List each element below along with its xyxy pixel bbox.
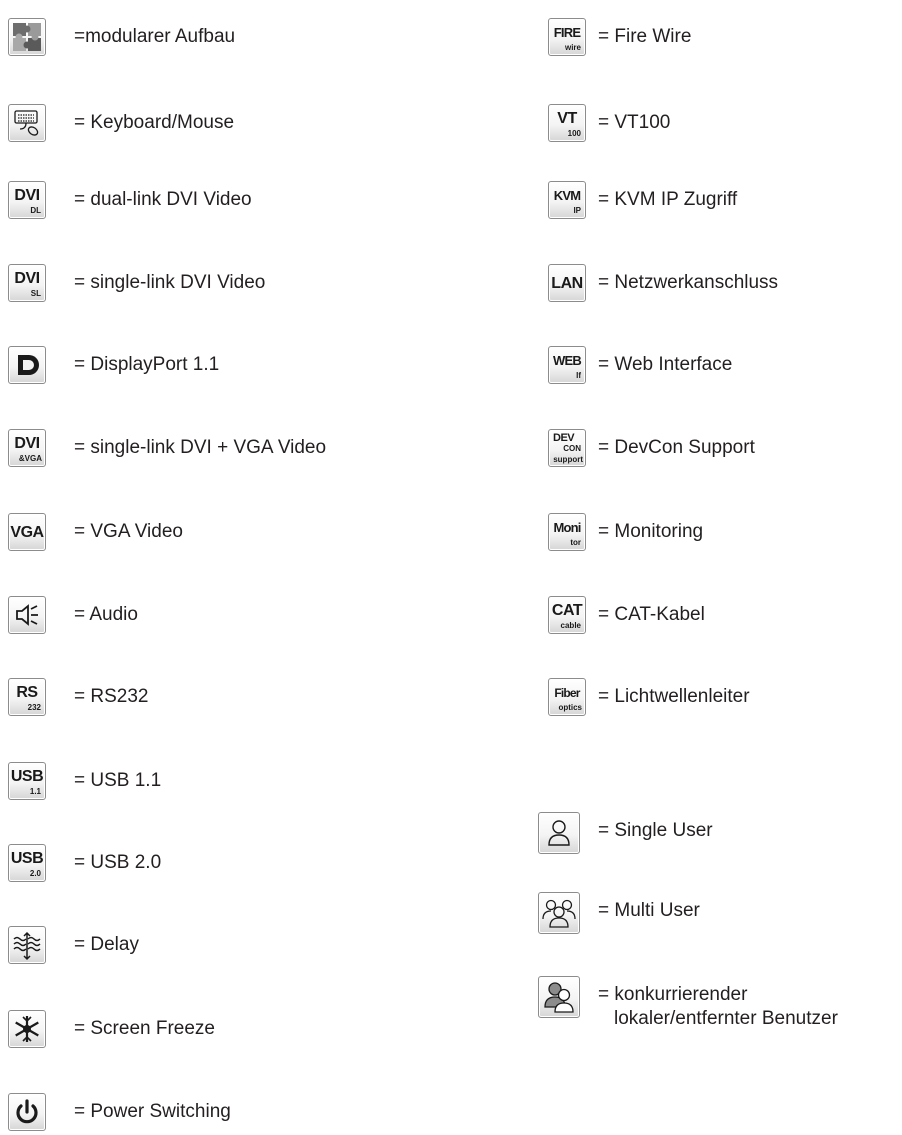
web-if-icon: WEB If xyxy=(548,346,586,384)
legend-label: = Audio xyxy=(74,604,138,625)
legend-label: = DevCon Support xyxy=(598,437,755,458)
single-user-icon xyxy=(538,812,580,854)
dvi-sl-icon: DVI SL xyxy=(8,264,46,302)
delay-icon xyxy=(8,926,46,964)
lan-icon: LAN xyxy=(548,264,586,302)
usb11-icon: USB 1.1 xyxy=(8,762,46,800)
legend-label: = konkurrierender xyxy=(598,984,748,1005)
dvi-vga-icon: DVI &VGA xyxy=(8,429,46,467)
legend-label-continued: lokaler/entfernter Benutzer xyxy=(614,1008,838,1029)
legend-label: = KVM IP Zugriff xyxy=(598,189,738,210)
legend-label: = DisplayPort 1.1 xyxy=(74,354,220,375)
snowflake-icon xyxy=(8,1010,46,1048)
monitoring-icon: Moni tor xyxy=(548,513,586,551)
legend-label: = Lichtwellenleiter xyxy=(598,686,750,707)
usb20-icon: USB 2.0 xyxy=(8,844,46,882)
firewire-icon: FIRE wire xyxy=(548,18,586,56)
multi-user-icon xyxy=(538,892,580,934)
legend-label: = single-link DVI Video xyxy=(74,272,266,293)
legend-label: = Keyboard/Mouse xyxy=(74,112,235,133)
vga-icon: VGA xyxy=(8,513,46,551)
legend-label: = Fire Wire xyxy=(598,26,692,47)
legend-label: =modularer Aufbau xyxy=(74,26,236,47)
legend-label: = Monitoring xyxy=(598,521,704,542)
legend-label: = single-link DVI + VGA Video xyxy=(74,437,327,458)
legend-label: = USB 1.1 xyxy=(74,770,162,791)
dvi-dl-icon: DVI DL xyxy=(8,181,46,219)
legend-label: = VGA Video xyxy=(74,521,183,542)
displayport-icon xyxy=(8,346,46,384)
legend-label: = RS232 xyxy=(74,686,149,707)
legend-label: = USB 2.0 xyxy=(74,852,162,873)
vt100-icon: VT 100 xyxy=(548,104,586,142)
legend-label: = VT100 xyxy=(598,112,671,133)
legend-label: = Netzwerkanschluss xyxy=(598,272,779,293)
legend-label: = Power Switching xyxy=(74,1101,231,1122)
legend-label: = Single User xyxy=(598,820,713,841)
legend-label: = Web Interface xyxy=(598,354,733,375)
power-icon xyxy=(8,1093,46,1131)
kvm-ip-icon: KVM IP xyxy=(548,181,586,219)
devcon-icon: DEV CON support xyxy=(548,429,586,467)
speaker-icon xyxy=(8,596,46,634)
legend-label: = CAT-Kabel xyxy=(598,604,705,625)
legend-label: = Multi User xyxy=(598,900,700,921)
concurrent-user-icon xyxy=(538,976,580,1018)
legend-label: = dual-link DVI Video xyxy=(74,189,252,210)
keyboard-mouse-icon xyxy=(8,104,46,142)
legend-label: = Screen Freeze xyxy=(74,1018,215,1039)
puzzle-icon xyxy=(8,18,46,56)
fiber-optics-icon: Fiber optics xyxy=(548,678,586,716)
legend-label: = Delay xyxy=(74,934,139,955)
rs232-icon: RS 232 xyxy=(8,678,46,716)
cat-cable-icon: CAT cable xyxy=(548,596,586,634)
